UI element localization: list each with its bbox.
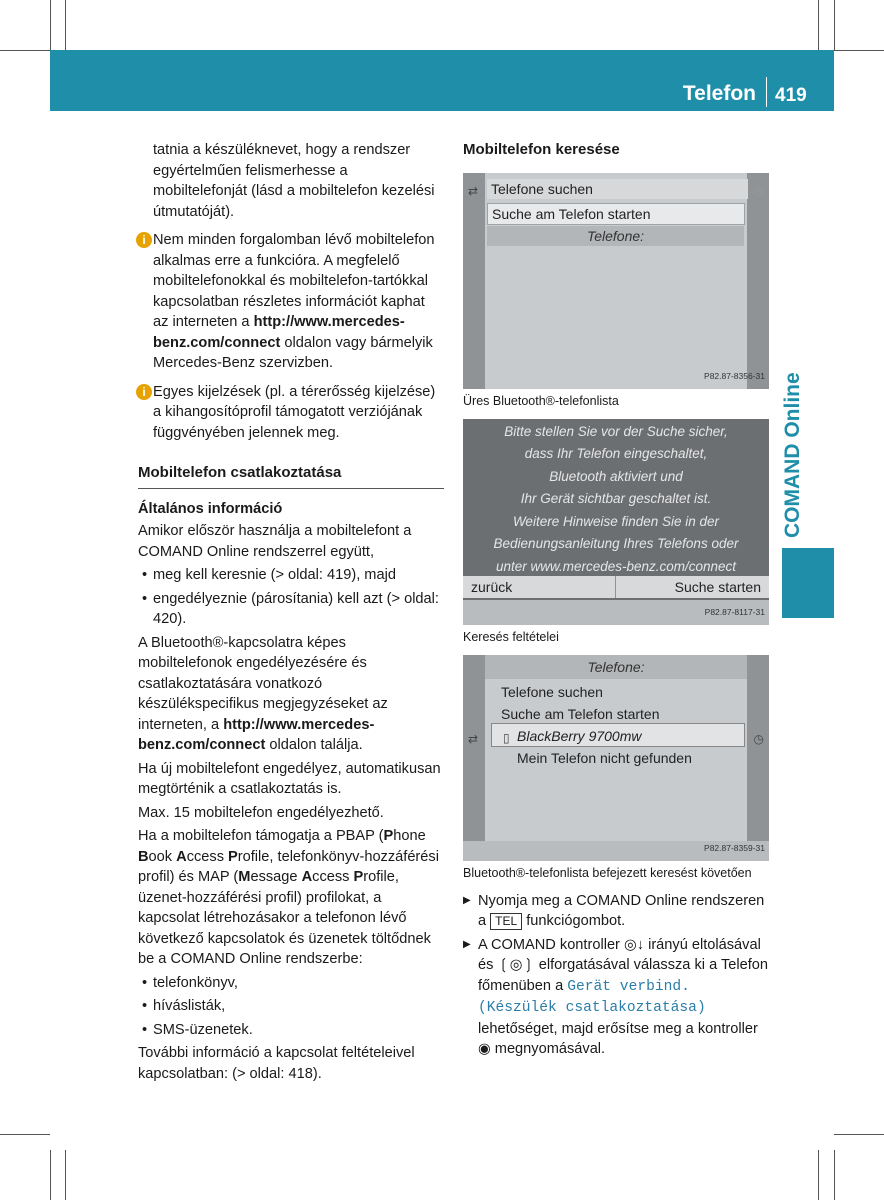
screen-right-bar [747,173,769,389]
crop-mark [818,1150,819,1200]
page-number: 419 [775,85,807,106]
search-phones-item[interactable]: Telefone suchen [501,683,603,700]
message-line: Bitte stellen Sie vor der Suche sicher, [504,423,728,439]
controller-rotate-icon: ❲◎❳ [497,957,535,973]
text-span: funkciógombot. [522,913,626,929]
info-note [138,382,444,444]
info-icon: i [136,384,152,400]
message-line: Weitere Hinweise finden Sie in der [512,513,720,529]
bold-letter: A [301,869,313,885]
bold-letter: P [383,828,394,844]
instruction-step [463,891,769,932]
message-line: Ihr Gerät sichtbar geschaltet ist. [520,491,712,506]
text-span: lehetőséget, majd erősítse meg a kontroller [478,1020,758,1037]
side-color-block [782,548,834,618]
found-phone-item[interactable]: BlackBerry 9700mw [517,727,642,744]
list-item: • meg kell keresnie (> oldal: 419), majd [138,565,444,586]
phones-header: Telefone: [487,226,744,246]
phone-not-found-item[interactable]: Mein Telefon nicht gefunden [517,749,692,766]
bold-letter: P [228,848,238,865]
text-span: elforgatásával válassza ki a Telefon főmenüben a [478,957,769,994]
bold-letter: B [138,848,149,865]
crop-mark [834,0,835,50]
side-chapter-label: COMAND Online [781,372,804,538]
start-search-button[interactable]: Suche starten [674,578,761,595]
search-on-phone-item[interactable]: Suche am Telefon starten [487,203,745,225]
figure-caption: Bluetooth®-telefonlista befejezett keresést követően [463,865,752,880]
bold-letter: M [238,869,251,885]
text-span: Nyomja meg a COMAND Online rendszeren a [478,892,765,929]
paragraph [138,633,444,756]
sub-heading: Általános információ [138,500,283,517]
connect-link[interactable]: http://www.mercedes-benz.com/connect [138,716,375,753]
note-text: Egyes kijelzések (pl. a térerősség kijelzése) a kihangosítóprofil támogatott verziójának függvényében jelennek meg. [153,383,436,441]
bullet-list [138,565,444,630]
text-span: ccess [312,869,354,885]
crop-mark [0,50,50,51]
page-title: Telefon [682,82,756,105]
message-line: Bluetooth aktiviert und [549,468,683,484]
left-column [138,140,444,1087]
text-span: ook [148,848,177,865]
text-span: ccess [186,848,229,865]
instruction-step [463,935,769,1060]
text-span: A Bluetooth®-kapcsolatra képes mobiltelefonok engedélyezésére és csatlakoztatására vonatkozó készülékspecifikus megjegyzéseket az interneten, a [138,634,388,733]
note-text: oldalon vagy bármelyik Mercedes-Benz szervizben. [153,334,433,371]
figure-code: P82.87-8359-31 [704,843,765,853]
bold-letter: A [176,848,187,865]
info-icon: i [136,232,152,248]
text-span: hone [393,828,426,844]
figure-caption: Üres Bluetooth®-telefonlista [463,393,619,408]
back-button[interactable]: zurück [471,578,513,595]
bold-letter: P [353,869,364,885]
right-column [463,140,769,1063]
crop-mark [834,1134,884,1135]
message-line: dass Ihr Telefon eingeschaltet, [524,446,708,461]
text-span: oldalon találja. [265,737,363,753]
figure-code: P82.87-8356-31 [704,371,765,381]
tel-key: TEL [490,913,522,930]
paragraph [138,826,444,970]
screen-left-bar [463,173,485,389]
list-item: • SMS-üzenetek. [138,1020,444,1041]
crop-mark [65,1150,66,1200]
message-line: Bedienungsanleitung Ihres Telefons oder [493,536,739,551]
controller-slide-down-icon: ◎↓ [623,936,645,953]
text-span: essage [250,869,302,885]
text-span: megnyomásával. [490,1041,606,1057]
figure-code: P82.87-8117-31 [704,607,765,617]
note-text: Nem minden forgalomban lévő mobiltelefon alkalmas erre a funkcióra. A megfelelő mobiltelefonokkal és mobiltelefon-tartókkal kapcsolatban részletes információt kaphat az interneten a [153,232,435,330]
crop-mark [818,0,819,50]
paragraph: További információ a kapcsolat feltételeivel kapcsolatban: (> oldal: 418). [138,1045,415,1082]
back-arrow-icon: ⇄ [468,731,479,746]
screenshot-empty-list [463,173,769,389]
button-separator [615,576,616,598]
text-span: irányú eltolásával és [478,936,761,973]
connect-link[interactable]: http://www.mercedes-benz.com/connect [153,314,405,351]
list-item: • telefonkönyv, [138,973,444,994]
crop-mark [834,50,884,51]
screenshot-found-list [463,655,769,861]
bullet-list [138,973,444,1041]
paragraph: Amikor először használja a mobiltelefont a COMAND Online rendszerrel együtt, [138,523,412,560]
back-arrow-icon: ⇄ [468,183,479,198]
crop-mark [834,1150,835,1200]
text-span: rofile, telefonkönyv-hozzáférési profil) és MAP ( [138,848,439,885]
header-divider [766,77,767,107]
text-span: rofile, üzenet-hozzáférési profil) profilokat, a kapcsolat létrehozásakor a telefonon lévő következő kapcsolatok és üzenetek töltődnek be a COMAND Online rendszerbe: [138,869,431,967]
screenshot-search-conditions [463,419,769,625]
phone-options-icon: ◷ [753,731,764,746]
section-heading: Mobiltelefon csatlakoztatása [138,463,444,489]
paragraph: Ha új mobiltelefont engedélyez, automatikusan megtörténik a csatlakoztatás is. [138,760,441,797]
intro-paragraph: tatnia a készüléknevet, hogy a rendszer egyértelműen felismerhesse a mobiltelefonját (lásd a mobiltelefon kezelési útmutatóját). [153,142,435,220]
text-span: Ha a mobiltelefon támogatja a PBAP ( [138,828,384,844]
list-item: • engedélyeznie (párosítania) kell azt (> oldal: 420). [138,589,444,630]
menu-item-reference: Gerät verbind. (Készülék csatlakoztatása) [478,978,706,1016]
text-span: A COMAND kontroller [478,936,624,953]
search-on-phone-item[interactable]: Suche am Telefon starten [501,705,660,722]
figure-caption: Keresés feltételei [463,629,559,644]
crop-mark [50,0,51,50]
crop-mark [65,0,66,50]
crop-mark [50,1150,51,1200]
crop-mark [0,1134,50,1135]
list-item: • híváslisták, [138,996,444,1017]
menu-icon: ◷ [753,183,764,198]
info-note [138,230,444,374]
section-heading: Mobiltelefon keresése [463,141,620,158]
message-line: unter www.mercedes-benz.com/connect [495,558,737,574]
screen-title: Telefone suchen [487,179,748,199]
controller-press-icon: ◉ [478,1041,491,1057]
paragraph: Max. 15 mobiltelefon engedélyezhető. [138,804,384,821]
phone-icon: ▯ [503,730,510,745]
instruction-message [463,421,769,579]
phones-header: Telefone: [485,655,747,679]
